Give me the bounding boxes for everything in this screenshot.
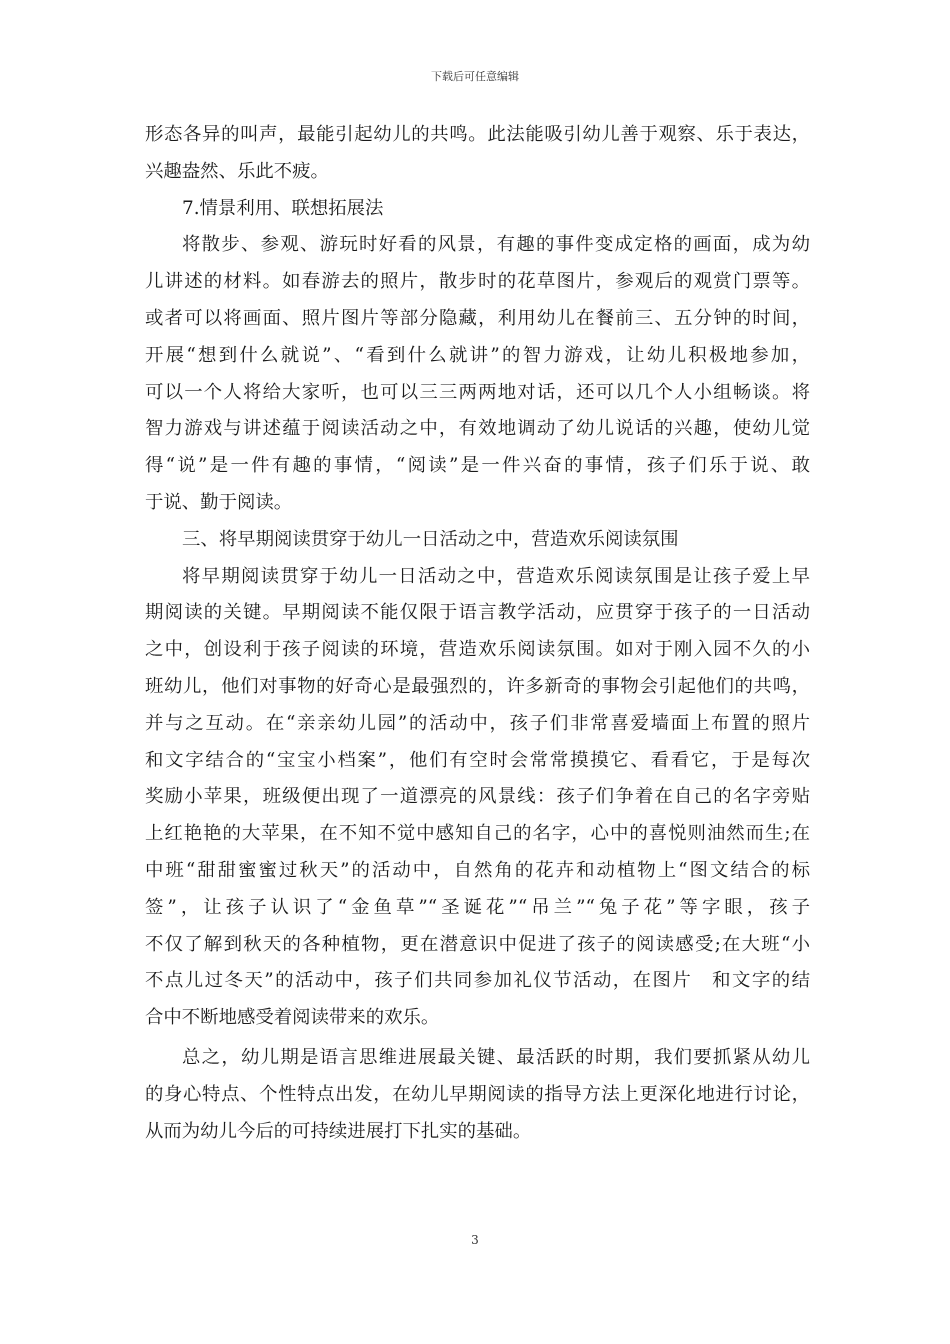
text-line: 并与之互动。在“亲亲幼儿园”的活动中，孩子们非常喜爱墙面上布置的照片 bbox=[145, 712, 810, 734]
text-line: 或者可以将画面、照片图片等部分隐藏，利用幼儿在餐前三、五分钟的时间， bbox=[145, 307, 810, 329]
text-line: 兴趣盎然、乐此不疲。 bbox=[145, 160, 329, 182]
text-line: 不点儿过冬天”的活动中，孩子们共同参加礼仪节活动，在图片 和文字的结 bbox=[145, 970, 810, 992]
text-line: 可以一个人将给大家听，也可以三三两两地对话，还可以几个人小组畅谈。将 bbox=[145, 381, 810, 403]
text-line: 智力游戏与讲述蕴于阅读活动之中，有效地调动了幼儿说话的兴趣，使幼儿觉 bbox=[145, 418, 810, 440]
text-line: 中班“甜甜蜜蜜过秋天”的活动中，自然角的花卉和动植物上“图文结合的标 bbox=[145, 859, 810, 881]
page-number: 3 bbox=[471, 1233, 479, 1247]
text-line: 将早期阅读贯穿于幼儿一日活动之中，营造欢乐阅读氛围是让孩子爱上早 bbox=[182, 565, 810, 587]
text-line: 和文字结合的“宝宝小档案”，他们有空时会常常摸摸它、看看它，于是每次 bbox=[145, 749, 810, 771]
text-line: 之中，创设利于孩子阅读的环境，营造欢乐阅读氛围。如对于刚入园不久的小 bbox=[145, 639, 810, 661]
text-line: 开展“想到什么就说”、“看到什么就讲”的智力游戏，让幼儿积极地参加， bbox=[145, 344, 810, 366]
text-line: 期阅读的关键。早期阅读不能仅限于语言教学活动，应贯穿于孩子的一日活动 bbox=[145, 602, 810, 624]
text-line: 班幼儿，他们对事物的好奇心是最强烈的，许多新奇的事物会引起他们的共鸣， bbox=[145, 675, 810, 697]
text-line: 于说、勤于阅读。 bbox=[145, 491, 293, 513]
document-body bbox=[145, 117, 810, 1150]
text-line: 合中不断地感受着阅读带来的欢乐。 bbox=[145, 1007, 440, 1029]
text-line: 总之，幼儿期是语言思维进展最关键、最活跃的时期，我们要抓紧从幼儿 bbox=[182, 1046, 810, 1068]
section-heading: 7.情景利用、联想拓展法 bbox=[182, 197, 384, 219]
text-line: 奖励小苹果，班级便出现了一道漂亮的风景线：孩子们争着在自己的名字旁贴 bbox=[145, 786, 810, 808]
text-line: 得“说”是一件有趣的事情，“阅读”是一件兴奋的事情，孩子们乐于说、敢 bbox=[145, 455, 810, 477]
text-line: 儿讲述的材料。如春游去的照片，散步时的花草图片，参观后的观赏门票等。 bbox=[145, 271, 810, 293]
text-line: 从而为幼儿今后的可持续进展打下扎实的基础。 bbox=[145, 1120, 532, 1142]
text-line: 不仅了解到秋天的各种植物，更在潜意识中促进了孩子的阅读感受;在大班“小 bbox=[145, 933, 810, 955]
text-line: 形态各异的叫声，最能引起幼儿的共鸣。此法能吸引幼儿善于观察、乐于表达， bbox=[145, 124, 810, 145]
page-header: 下载后可任意编辑 bbox=[431, 70, 519, 83]
section-heading: 三、将早期阅读贯穿于幼儿一日活动之中，营造欢乐阅读氛围 bbox=[182, 528, 679, 550]
text-line: 上红艳艳的大苹果，在不知不觉中感知自己的名字，心中的喜悦则油然而生;在 bbox=[145, 823, 810, 845]
text-line: 的身心特点、个性特点出发，在幼儿早期阅读的指导方法上更深化地进行讨论， bbox=[145, 1083, 810, 1105]
text-line: 将散步、参观、游玩时好看的风景，有趣的事件变成定格的画面，成为幼 bbox=[182, 234, 810, 256]
text-line: 签”，让孩子认识了“金鱼草”“圣诞花”“吊兰”“兔子花”等字眼，孩子 bbox=[145, 896, 810, 918]
